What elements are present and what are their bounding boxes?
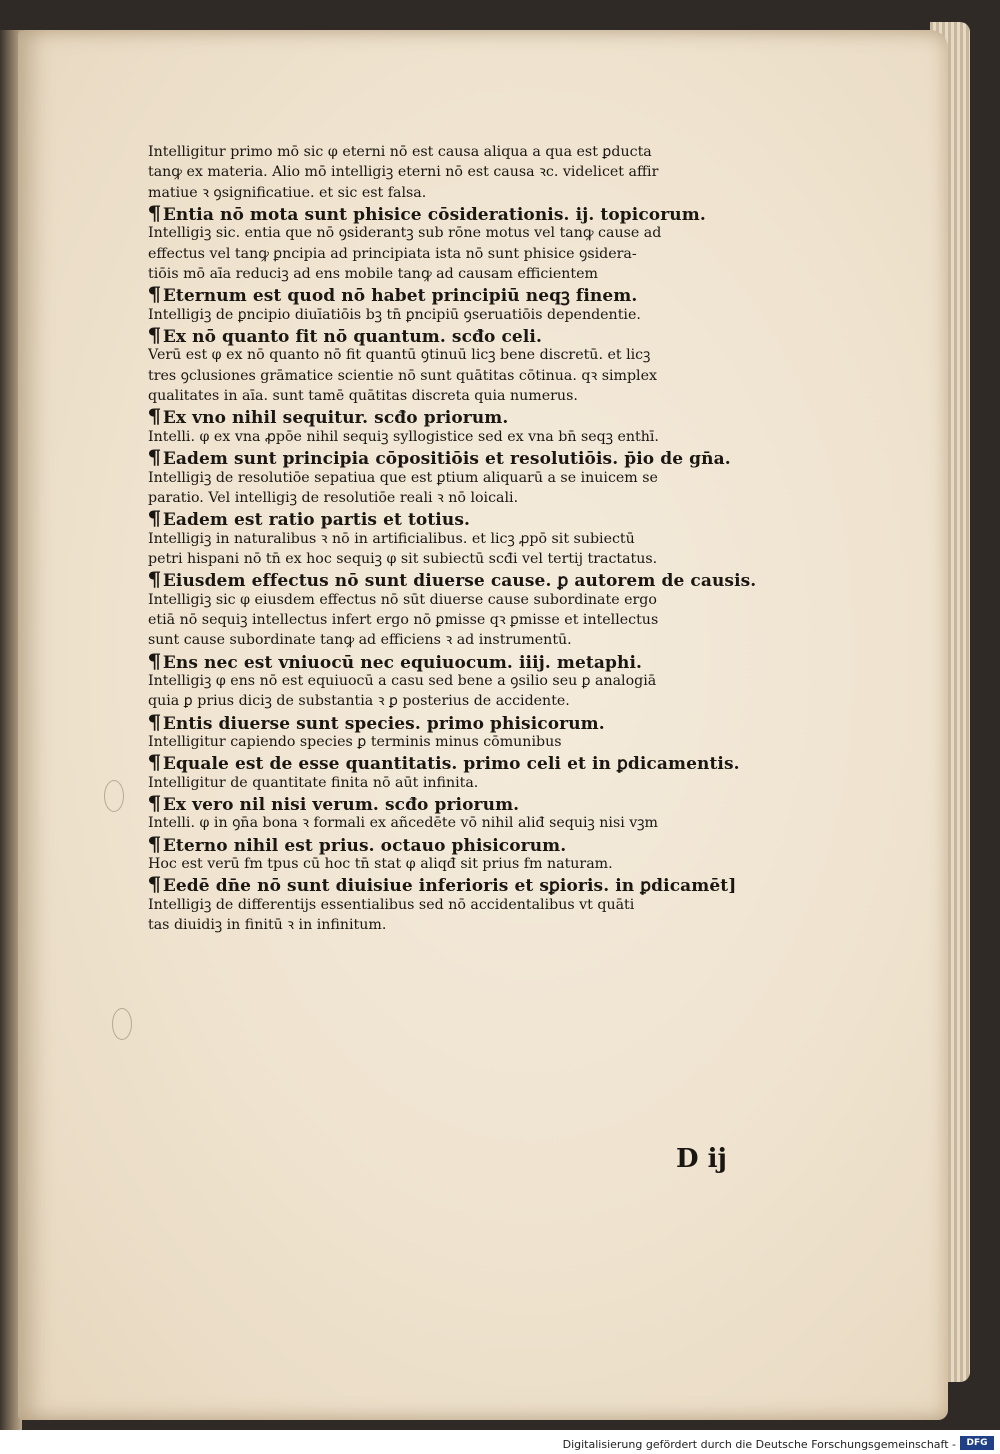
paragraph-mark-icon: ¶ (147, 709, 162, 734)
line-text: tanꝙ ex materia. Alio mō intelligiꝫ eterni nō est causa ꝛc. videlicet affir (148, 164, 659, 181)
line-text: sunt cause subordinate tanꝙ ad efficiens ꝛ ad instrumentū. (148, 632, 572, 649)
rubric-line (147, 872, 798, 897)
rubric-line (147, 506, 798, 531)
line-text: quia ꝑ prius diciꝫ de substantia ꝛ ꝑ posterius de accidente. (148, 693, 570, 710)
line-text: Equale est de esse quantitatis. primo celi et in ꝑdicamentis. (162, 754, 740, 775)
line-text: Intelligitur capiendo species ꝑ terminis minus cōmunibus (148, 733, 562, 750)
text-line (148, 142, 798, 162)
line-text: Entia nō mota sunt phisice cōsiderationis. ij. topicorum. (162, 205, 706, 226)
text-line (148, 813, 798, 833)
line-text: Eedē dn̄e nō sunt diuisiue inferioris et sꝑioris. in ꝑdicamēt] (162, 876, 737, 897)
text-line (148, 630, 798, 650)
rubric-line (147, 750, 798, 775)
dfg-logo: DFG (960, 1436, 994, 1450)
text-line (148, 223, 798, 243)
line-text: petri hispani nō tn̄ ex hoc sequiꝫ φ sit subiectū scđi vel tertij tractatus. (148, 550, 658, 567)
line-text: Eadem est ratio partis et totius. (162, 510, 471, 531)
line-text: Verū est φ ex nō quanto nō fit quantū ꝯtinuū licꝫ bene discretū. et licꝫ (148, 347, 651, 364)
line-text: Ens nec est vniuocū nec equiuocum. iiij. metaphi. (162, 652, 643, 673)
line-text: Intelligiꝫ sic. entia que nō ꝯsiderantꝫ sub rōne motus vel tanꝙ cause ad (148, 225, 662, 242)
line-text: tas diuidiꝫ in finitū ꝛ in infinitum. (148, 917, 387, 934)
margin-stain (104, 780, 124, 812)
text-line (148, 305, 798, 325)
line-text: Intelligitur de quantitate finita nō aūt infinita. (148, 774, 479, 791)
paragraph-mark-icon: ¶ (147, 648, 162, 673)
text-line (148, 529, 798, 549)
text-line (148, 345, 798, 365)
text-line (148, 671, 798, 691)
rubric-line (147, 404, 798, 429)
line-text: Intelligiꝫ sic φ eiusdem effectus nō sūt diuerse cause subordinate ergo (148, 591, 657, 608)
line-text: tres ꝯclusiones grāmatice scientie nō sunt quātitas cōtinua. qꝛ simplex (148, 367, 657, 384)
paragraph-mark-icon: ¶ (147, 323, 162, 348)
line-text: Intelligiꝫ de ꝑncipio diuīatiōis bꝫ tn̄ ꝑncipiū ꝯseruatiōis dependentie. (148, 306, 641, 323)
rubric-line (147, 567, 798, 592)
line-text: Intelligiꝫ de resolutiōe sepatiua que est ꝑtium aliquarū a se inuicem se (148, 469, 658, 486)
line-text: Intelli. φ in ꝯn̄a bona ꝛ formali ex añcedēte vō nihil aliđ sequiꝫ nisi vꝫm (148, 815, 659, 832)
page-text-block (148, 142, 798, 935)
text-line (148, 264, 798, 284)
text-line (148, 427, 798, 447)
rubric-line (147, 648, 798, 673)
footer-bar (0, 1432, 1000, 1454)
text-line (148, 854, 798, 874)
paragraph-mark-icon: ¶ (147, 567, 162, 592)
signature-mark: D ij (676, 1144, 727, 1174)
text-line (148, 773, 798, 793)
line-text: Intelligiꝫ de differentijs essentialibus sed nō accidentalibus vt quāti (148, 896, 635, 913)
line-text: Entis diuerse sunt species. primo phisicorum. (162, 713, 605, 734)
text-line (148, 691, 798, 711)
line-text: Intelligitur primo mō sic φ eterni nō est causa aliqua a qua est ꝑducta (148, 144, 652, 160)
text-line (148, 162, 798, 182)
text-line (148, 386, 798, 406)
paragraph-mark-icon: ¶ (147, 791, 162, 815)
line-text: Eadem sunt principia cōpositiōis et resolutiōis. p̄io de gn̄a. (162, 449, 731, 470)
line-text: Ex vno nihil sequitur. scđo priorum. (162, 408, 509, 429)
paragraph-mark-icon: ¶ (147, 750, 162, 775)
rubric-line (147, 831, 798, 856)
rubric-line (147, 282, 798, 307)
line-text: Eterno nihil est prius. octauo phisicorum. (162, 835, 567, 856)
line-text: etiā nō sequiꝫ intellectus infert ergo nō ꝑmisse qꝛ ꝑmisse et intellectus (148, 611, 659, 628)
text-line (148, 590, 798, 610)
text-line (148, 610, 798, 630)
line-text: Ex vero nil nisi verum. scđo priorum. (162, 795, 520, 815)
line-text: matiue ꝛ ꝯsignificatiue. et sic est falsa. (148, 184, 427, 201)
line-text: qualitates in aīa. sunt tamē quātitas discreta quia numerus. (148, 388, 578, 405)
text-line (148, 244, 798, 264)
paragraph-mark-icon: ¶ (147, 872, 162, 897)
text-line (148, 183, 798, 203)
text-line (148, 732, 798, 752)
paragraph-mark-icon: ¶ (147, 506, 162, 531)
line-text: Eternum est quod nō habet principiū neqꝫ finem. (162, 286, 638, 307)
text-line (148, 915, 798, 935)
paragraph-mark-icon: ¶ (147, 831, 162, 856)
paragraph-mark-icon: ¶ (147, 282, 162, 307)
line-text: Eiusdem effectus nō sunt diuerse cause. ꝑ autorem de causis. (162, 571, 757, 592)
line-text: Intelligiꝫ φ ens nō est equiuocū a casu sed bene a ꝯsilio seu ꝑ analogiā (148, 672, 657, 689)
text-line (148, 549, 798, 569)
margin-stain (112, 1008, 132, 1040)
rubric-line (148, 793, 798, 813)
text-line (148, 366, 798, 386)
text-line (148, 468, 798, 488)
paragraph-mark-icon: ¶ (147, 201, 162, 226)
line-text: Intelligiꝫ in naturalibus ꝛ nō in artificialibus. et licꝫ ꝓpō sit subiectū (148, 530, 635, 547)
line-text: Intelli. φ ex vna ꝓpōe nihil sequiꝫ syllogistice sed ex vna bn̄ seqꝫ enthī. (148, 428, 659, 445)
rubric-line (147, 445, 798, 470)
footer-credit: Digitalisierung gefördert durch die Deutsche Forschungsgemeinschaft - (562, 1438, 956, 1451)
text-line (148, 488, 798, 508)
line-text: effectus vel tanꝙ ꝑncipia ad principiata ista nō sunt phisice ꝯsidera- (148, 245, 637, 262)
text-line (148, 895, 798, 915)
line-text: paratio. Vel intelligiꝫ de resolutiōe reali ꝛ nō loicali. (148, 489, 519, 506)
line-text: Ex nō quanto fit nō quantum. scđo celi. (162, 327, 542, 348)
line-text: tiōis mō aīa reduciꝫ ad ens mobile tanꝙ ad causam efficientem (148, 266, 598, 283)
rubric-line (147, 323, 798, 348)
rubric-line (147, 709, 798, 734)
paragraph-mark-icon: ¶ (147, 445, 162, 470)
rubric-line (147, 201, 798, 226)
line-text: Hoc est verū fm tpus cū hoc tn̄ stat φ aliqđ sit prius fm naturam. (148, 856, 613, 873)
paragraph-mark-icon: ¶ (147, 404, 162, 429)
